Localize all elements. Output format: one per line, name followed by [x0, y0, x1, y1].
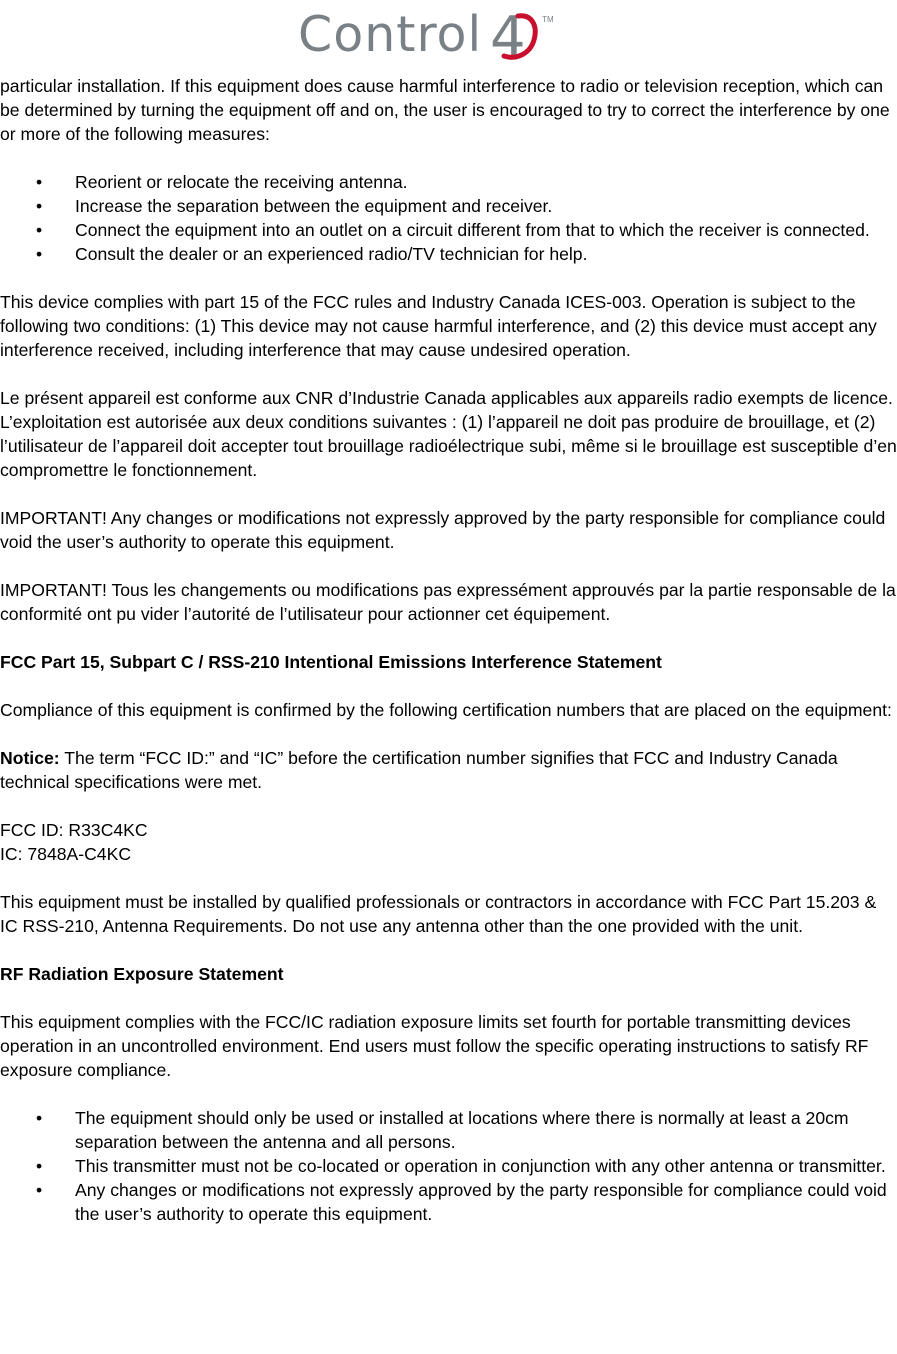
logo-trademark: TM	[542, 15, 554, 24]
bullet-icon: •	[36, 1108, 43, 1128]
important-french-paragraph: IMPORTANT! Tous les changements ou modifications pas expressément approuvés par la partie responsable de la conformité ont pu vider l’autorité de l’utilisateur pour actionner cet équipement.	[0, 580, 896, 624]
fcc-id: FCC ID: R33C4KC	[0, 820, 148, 840]
french-compliance-paragraph: Le présent appareil est conforme aux CNR d’Industrie Canada applicables aux appareils radio exempts de licence. L’exploitation est autorisée aux deux conditions suivantes : (1) l’appareil ne doit pas produire de brouillage, et (2) l’utilisateur de l’appareil doit accepter tout brouillage radioélectrique subi, même si le brouillage est susceptible d’en compromettre le fonctionnement.	[0, 388, 897, 480]
document-body	[0, 74, 897, 1250]
certification-paragraph: Compliance of this equipment is confirmed by the following certification numbers that are placed on the equipment:	[0, 700, 892, 720]
notice-label: Notice:	[0, 748, 60, 768]
control4-logo	[298, 2, 598, 68]
rf-exposure-heading: RF Radiation Exposure Statement	[0, 964, 284, 984]
notice-paragraph	[0, 746, 897, 794]
list-item: • Increase the separation between the equipment and receiver.	[36, 196, 553, 216]
logo-text: Control	[298, 6, 483, 63]
bullet-icon: •	[36, 196, 43, 216]
rf-exposure-list	[0, 1106, 897, 1226]
list-item: • This transmitter must not be co-located or operation in conjunction with any other antenna or transmitter.	[36, 1156, 886, 1176]
list-item: • Any changes or modifications not expressly approved by the party responsible for compliance could void the user’s authority to operate this equipment.	[36, 1180, 887, 1224]
bullet-icon: •	[36, 172, 43, 192]
ic-id: IC: 7848A-C4KC	[0, 844, 132, 864]
installation-paragraph: This equipment must be installed by qualified professionals or contractors in accordance with FCC Part 15.203 & IC RSS-210, Antenna Requirements. Do not use any antenna other than the one provided with the unit.	[0, 892, 877, 936]
rf-exposure-paragraph: This equipment complies with the FCC/IC radiation exposure limits set fourth for portable transmitting devices operation in an uncontrolled environment. End users must follow the specific operating instructions to satisfy RF exposure compliance.	[0, 1012, 869, 1080]
bullet-icon: •	[36, 1156, 43, 1176]
bullet-icon: •	[36, 1180, 43, 1200]
list-item: • Reorient or relocate the receiving antenna.	[36, 172, 408, 192]
list-item: • The equipment should only be used or installed at locations where there is normally at least a 20cm separation between the antenna and all persons.	[36, 1108, 849, 1152]
fcc-compliance-paragraph: This device complies with part 15 of the FCC rules and Industry Canada ICES-003. Operation is subject to the following two conditions: (1) This device may not cause harmful interference, and (2) this device must accept any interference received, including interference that may cause undesired operation.	[0, 292, 877, 360]
notice-text: The term “FCC ID:” and “IC” before the certification number signifies that FCC and Industry Canada technical specifications were met.	[0, 748, 838, 792]
important-english-paragraph: IMPORTANT! Any changes or modifications not expressly approved by the party responsible for compliance could void the user’s authority to operate this equipment.	[0, 508, 886, 552]
list-item: • Connect the equipment into an outlet on a circuit different from that to which the receiver is connected.	[36, 220, 870, 240]
intro-paragraph: particular installation. If this equipment does cause harmful interference to radio or television reception, which can be determined by turning the equipment off and on, the user is encouraged to try to correct the interference by one or more of the following measures:	[0, 76, 890, 144]
bullet-icon: •	[36, 244, 43, 264]
intentional-emissions-heading: FCC Part 15, Subpart C / RSS-210 Intentional Emissions Interference Statement	[0, 652, 662, 672]
list-item: • Consult the dealer or an experienced radio/TV technician for help.	[36, 244, 588, 264]
svg-text:4: 4	[490, 6, 526, 64]
logo-4-mark-icon	[484, 6, 542, 64]
interference-measures-list	[0, 170, 897, 266]
bullet-icon: •	[36, 220, 43, 240]
